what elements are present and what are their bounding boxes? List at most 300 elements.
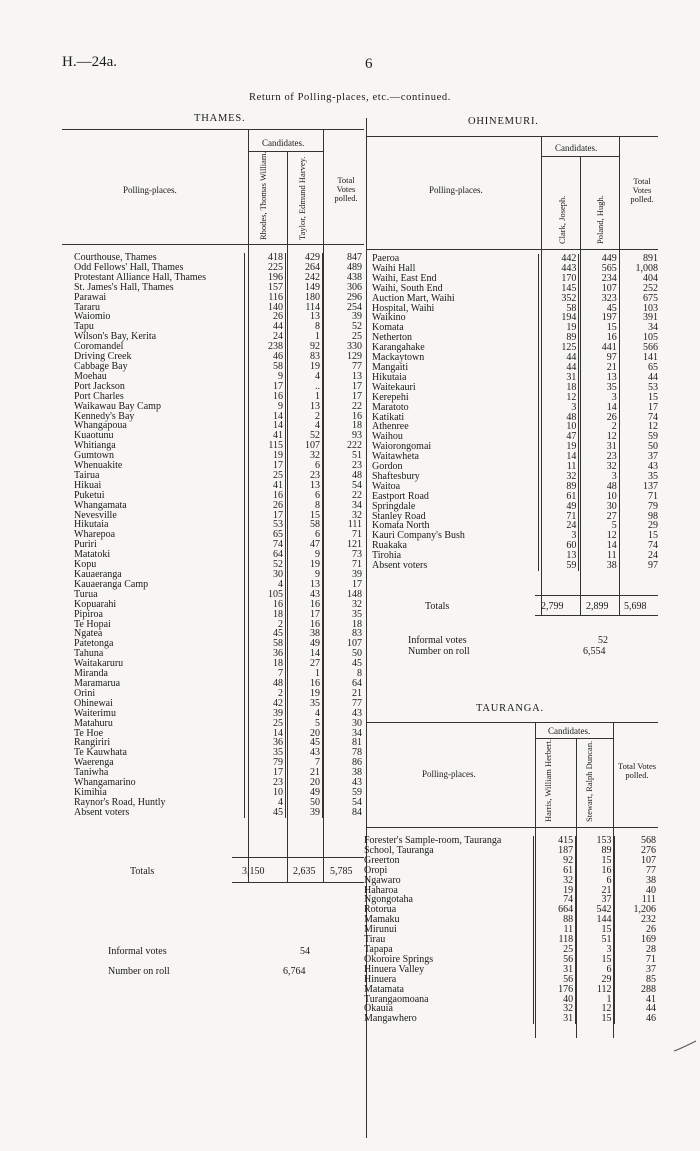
candidate-votes-cell: 15 [286, 511, 323, 521]
polling-place-name: Kuaotunu [74, 430, 114, 442]
polling-place-name: Courthouse, Thames [74, 252, 157, 263]
total-votes-cell: 12 [619, 422, 660, 432]
polling-place-name: Hospital, Waihi [372, 302, 435, 314]
candidate-votes-cell: 41 [245, 481, 286, 491]
table-row [72, 639, 364, 649]
candidate-votes-cell: 19 [286, 362, 323, 372]
total-votes-cell: 24 [619, 551, 660, 561]
candidate-votes-cell: 56 [533, 975, 575, 985]
ohinemuri-candidate-1: Clark, Joseph. [557, 195, 567, 244]
total-votes-cell: 37 [614, 965, 658, 975]
polling-place-name: Cabbage Bay [74, 360, 128, 372]
total-votes-cell: 137 [619, 482, 660, 492]
polling-place-name: Waikawau Bay Camp [74, 400, 161, 412]
candidate-votes-cell: 11 [539, 462, 579, 472]
total-votes-cell: 22 [323, 402, 365, 412]
total-votes-cell: 43 [323, 778, 365, 788]
candidate-votes-cell: 107 [286, 441, 323, 451]
total-votes-cell: 15 [619, 393, 660, 403]
total-votes-cell: 15 [619, 531, 660, 541]
candidate-votes-cell: 44 [539, 353, 579, 363]
polling-place-name: Katikati [372, 411, 405, 423]
total-votes-cell: 25 [323, 332, 365, 342]
thames-title: THAMES. [194, 113, 246, 124]
total-votes-cell: 38 [614, 876, 658, 886]
polling-place-name: Karangahake [372, 342, 425, 354]
candidate-votes-cell: 19 [533, 886, 575, 896]
polling-place-name: Waitekauri [372, 381, 416, 393]
total-votes-cell: 1,206 [614, 905, 658, 915]
candidate-votes-cell: 3 [579, 393, 619, 403]
table-row [72, 511, 364, 521]
polling-place-name: Whitianga [74, 440, 116, 452]
candidate-votes-cell: 4 [245, 580, 286, 590]
polling-place-name: Waitawheta [372, 451, 419, 463]
thames-header-top-rule [62, 129, 364, 130]
candidate-votes-cell: 187 [533, 846, 575, 856]
candidate-votes-cell: 35 [245, 748, 286, 758]
thames-informal-value: 54 [300, 946, 310, 957]
total-votes-cell: 17 [323, 580, 365, 590]
candidate-votes-cell: 92 [533, 856, 575, 866]
candidate-votes-cell: 32 [579, 462, 619, 472]
candidate-votes-cell: 92 [286, 342, 323, 352]
table-row [72, 550, 364, 560]
ohinemuri-header-top-rule [366, 136, 658, 137]
table-row [72, 283, 364, 293]
total-votes-cell: 141 [619, 353, 660, 363]
candidate-votes-cell: 17 [245, 461, 286, 471]
total-votes-cell: 34 [323, 729, 365, 739]
candidate-votes-cell: 47 [286, 540, 323, 550]
polling-place-name: Tirohia [372, 550, 402, 562]
total-votes-cell: 37 [619, 452, 660, 462]
polling-place-name: Absent voters [74, 806, 130, 818]
polling-place-name: Waitakaruru [74, 658, 124, 670]
candidate-votes-cell: 176 [533, 985, 575, 995]
table-row [72, 610, 364, 620]
candidate-votes-cell: 9 [245, 402, 286, 412]
polling-place-name: Waiorongomai [372, 441, 432, 453]
candidate-votes-cell: 12 [576, 1004, 614, 1014]
polling-place-name: Orini [74, 687, 96, 699]
total-votes-cell: 41 [614, 995, 658, 1005]
candidate-votes-cell: 83 [286, 352, 323, 362]
thames-header-bottom-rule [62, 244, 364, 245]
ohinemuri-roll-label: Number on roll [408, 646, 470, 657]
ohinemuri-col-place-header: Polling-places. [429, 185, 483, 195]
tauranga-col-place-header: Polling-places. [422, 769, 476, 779]
total-votes-cell: 103 [619, 304, 660, 314]
total-votes-cell: 35 [619, 472, 660, 482]
total-votes-cell: 35 [323, 610, 365, 620]
polling-place-name: Turangaomoana [364, 993, 429, 1005]
total-votes-cell: 44 [619, 373, 660, 383]
ohinemuri-informal-value: 52 [598, 635, 608, 646]
candidate-votes-cell: 19 [539, 323, 579, 333]
table-row [72, 719, 364, 729]
candidate-votes-cell: 149 [286, 283, 323, 293]
candidate-votes-cell: 13 [539, 551, 579, 561]
candidate-votes-cell: 25 [245, 719, 286, 729]
candidate-votes-cell: 48 [245, 679, 286, 689]
candidate-votes-cell: 5 [286, 719, 323, 729]
table-row [72, 748, 364, 758]
candidate-votes-cell: 45 [579, 304, 619, 314]
candidate-votes-cell: 196 [245, 273, 286, 283]
table-row [72, 471, 364, 481]
table-row [72, 312, 364, 322]
candidate-votes-cell: 153 [576, 836, 614, 846]
candidate-votes-cell: 4 [286, 709, 323, 719]
total-votes-cell: 404 [619, 274, 660, 284]
polling-place-name: Waihi, South End [372, 282, 443, 294]
candidate-votes-cell: 323 [579, 294, 619, 304]
polling-place-name: Mangawhero [364, 1013, 417, 1025]
table-row [72, 600, 364, 610]
total-votes-cell: 18 [323, 421, 365, 431]
candidate-votes-cell: 105 [245, 590, 286, 600]
candidate-votes-cell: 264 [286, 263, 323, 273]
polling-place-name: Tairua [74, 469, 100, 481]
candidate-votes-cell: 15 [576, 856, 614, 866]
total-votes-cell: 50 [619, 442, 660, 452]
candidate-votes-cell: 5 [579, 521, 619, 531]
total-votes-cell: 29 [619, 521, 660, 531]
candidate-votes-cell: 43 [286, 590, 323, 600]
candidate-votes-cell: 46 [245, 352, 286, 362]
candidate-votes-cell: 60 [539, 541, 579, 551]
candidate-votes-cell: 13 [286, 580, 323, 590]
candidate-votes-cell: 23 [579, 452, 619, 462]
total-votes-cell: 296 [323, 293, 365, 303]
candidate-votes-cell: 16 [245, 392, 286, 402]
candidate-votes-cell: 20 [286, 729, 323, 739]
total-votes-cell: 50 [323, 649, 365, 659]
candidate-votes-cell: 170 [539, 274, 579, 284]
candidate-votes-cell: 14 [579, 403, 619, 413]
total-votes-cell: 93 [323, 431, 365, 441]
candidate-votes-cell: 429 [286, 253, 323, 263]
polling-place-name: Wharepoa [74, 529, 116, 541]
candidate-votes-cell: 144 [576, 915, 614, 925]
candidate-votes-cell: 47 [539, 432, 579, 442]
candidate-votes-cell: 26 [245, 312, 286, 322]
candidate-votes-cell: 71 [539, 512, 579, 522]
total-votes-cell: 81 [323, 738, 365, 748]
total-votes-cell: 847 [323, 253, 365, 263]
candidate-votes-cell: 107 [579, 284, 619, 294]
candidate-votes-cell: 15 [576, 1014, 614, 1024]
candidate-votes-cell: 89 [576, 846, 614, 856]
candidate-votes-cell: 2 [245, 689, 286, 699]
candidate-votes-cell: 157 [245, 283, 286, 293]
candidate-votes-cell: 53 [245, 520, 286, 530]
polling-place-name: Haharoa [364, 884, 398, 896]
polling-place-name: Stanley Road [372, 510, 426, 522]
total-votes-cell: 71 [614, 955, 658, 965]
polling-place-name: Puriri [74, 539, 97, 551]
total-votes-cell: 222 [323, 441, 365, 451]
polling-place-name: Matatoki [74, 549, 111, 561]
total-votes-cell: 16 [323, 412, 365, 422]
polling-place-name: Waikino [372, 312, 406, 324]
candidate-votes-cell: 118 [533, 935, 575, 945]
polling-place-name: Moehau [74, 370, 107, 382]
thames-col-place-header: Polling-places. [123, 185, 177, 195]
total-votes-cell: 39 [323, 570, 365, 580]
total-votes-cell: 32 [323, 511, 365, 521]
candidate-votes-cell: 35 [579, 383, 619, 393]
candidate-votes-cell: 45 [286, 738, 323, 748]
tauranga-col-candidates-header: Candidates. [548, 726, 591, 736]
table-row [72, 808, 364, 818]
candidate-votes-cell: 238 [245, 342, 286, 352]
candidate-votes-cell: 59 [539, 561, 579, 571]
polling-place-name: Rotorua [364, 904, 397, 916]
polling-place-name: Patetonga [74, 638, 114, 650]
table-row [370, 561, 660, 571]
candidate-votes-cell: 44 [245, 322, 286, 332]
total-votes-cell: 44 [614, 1004, 658, 1014]
polling-place-name: Te Hopai [74, 618, 111, 630]
candidate-votes-cell: 14 [539, 452, 579, 462]
candidate-votes-cell: 2 [579, 422, 619, 432]
candidate-votes-cell: 27 [579, 512, 619, 522]
polling-place-name: Absent voters [372, 560, 428, 572]
polling-place-name: Tararu [74, 301, 100, 313]
candidate-votes-cell: 19 [245, 451, 286, 461]
total-votes-cell: 74 [619, 413, 660, 423]
polling-place-name: Whangamata [74, 499, 127, 511]
table-row [362, 975, 658, 985]
candidate-votes-cell: 44 [539, 363, 579, 373]
polling-place-name: Ngawaro [364, 874, 401, 886]
tauranga-col-total-header: Total Votes polled. [617, 761, 657, 780]
candidate-votes-cell: 26 [579, 413, 619, 423]
candidate-votes-cell: 6 [286, 491, 323, 501]
candidate-votes-cell: 542 [576, 905, 614, 915]
polling-place-name: Mamaku [364, 914, 400, 926]
total-votes-cell: 54 [323, 481, 365, 491]
candidate-votes-cell: 114 [286, 303, 323, 313]
candidate-votes-cell: 21 [286, 768, 323, 778]
table-row [72, 402, 364, 412]
candidate-votes-cell: 65 [245, 530, 286, 540]
candidate-votes-cell: 42 [245, 699, 286, 709]
total-votes-cell: 73 [323, 550, 365, 560]
table-row [72, 421, 364, 431]
polling-place-name: Auction Mart, Waihi [372, 292, 455, 304]
total-votes-cell: 105 [619, 333, 660, 343]
total-votes-cell: 48 [323, 471, 365, 481]
total-votes-cell: 169 [614, 935, 658, 945]
candidate-votes-cell: 6 [286, 530, 323, 540]
candidate-votes-cell: 30 [245, 570, 286, 580]
polling-place-name: Mackaytown [372, 352, 425, 364]
total-votes-cell: 28 [614, 945, 658, 955]
polling-place-name: Mirunui [364, 924, 397, 936]
polling-place-name: Eastport Road [372, 490, 429, 502]
candidate-votes-cell: 441 [579, 343, 619, 353]
candidate-votes-cell: 37 [576, 895, 614, 905]
total-votes-cell: 129 [323, 352, 365, 362]
ohinemuri-candidate-2: Poland, Hugh. [595, 195, 605, 244]
total-votes-cell: 53 [619, 383, 660, 393]
candidate-votes-cell: 145 [539, 284, 579, 294]
polling-place-name: Greerton [364, 854, 400, 866]
table-row [362, 866, 658, 876]
candidate-votes-cell: 24 [539, 521, 579, 531]
ohinemuri-totals-bottom-rule [535, 615, 658, 616]
candidate-votes-cell: 38 [579, 561, 619, 571]
table-row [72, 709, 364, 719]
total-votes-cell: 18 [323, 620, 365, 630]
total-votes-cell: 254 [323, 303, 365, 313]
total-votes-cell: 71 [619, 492, 660, 502]
thames-roll-value: 6,764 [283, 966, 306, 977]
candidate-votes-cell: 16 [579, 333, 619, 343]
polling-place-name: Kauaeranga [74, 569, 122, 580]
polling-place-name: Taniwha [74, 767, 109, 779]
candidate-votes-cell: 79 [245, 758, 286, 768]
table-row [362, 876, 658, 886]
polling-place-name: Okauia [364, 1003, 393, 1015]
total-votes-cell: 107 [323, 639, 365, 649]
ohinemuri-total-1: 2,799 [541, 601, 564, 612]
table-row [72, 461, 364, 471]
ohinemuri-total-3: 5,698 [624, 601, 647, 612]
candidate-votes-cell: 16 [286, 600, 323, 610]
candidate-votes-cell: 11 [579, 551, 619, 561]
total-votes-cell: 26 [614, 925, 658, 935]
candidate-votes-cell: 26 [245, 501, 286, 511]
table-row [362, 925, 658, 935]
total-votes-cell: 32 [323, 600, 365, 610]
total-votes-cell: 34 [619, 323, 660, 333]
candidate-votes-cell: 9 [286, 570, 323, 580]
candidate-votes-cell: 125 [539, 343, 579, 353]
total-votes-cell: 83 [323, 629, 365, 639]
candidate-votes-cell: 45 [245, 808, 286, 818]
polling-place-name: Kopu [74, 559, 97, 571]
polling-place-name: Miranda [74, 668, 108, 680]
polling-place-name: Kauaeranga Camp [74, 578, 149, 590]
candidate-votes-cell: 17 [245, 382, 286, 392]
candidate-votes-cell: 18 [245, 659, 286, 669]
candidate-votes-cell: 14 [245, 421, 286, 431]
table-row [362, 856, 658, 866]
table-row [72, 659, 364, 669]
candidate-votes-cell: 30 [579, 502, 619, 512]
polling-place-name: Hikuai [74, 479, 102, 491]
candidate-votes-cell: 19 [286, 560, 323, 570]
table-row [72, 629, 364, 639]
candidate-votes-cell: 19 [286, 689, 323, 699]
candidate-votes-cell: 2 [286, 412, 323, 422]
candidate-votes-cell: 51 [576, 935, 614, 945]
candidate-votes-cell: 48 [579, 482, 619, 492]
total-votes-cell: 891 [619, 254, 660, 264]
candidate-votes-cell: 2 [245, 620, 286, 630]
candidate-votes-cell: 116 [245, 293, 286, 303]
candidate-votes-cell: 49 [286, 639, 323, 649]
total-votes-cell: 391 [619, 313, 660, 323]
total-votes-cell: 17 [323, 392, 365, 402]
candidate-votes-cell: 15 [576, 925, 614, 935]
candidate-votes-cell: 31 [533, 965, 575, 975]
polling-place-name: Athenree [372, 421, 409, 433]
total-votes-cell: 97 [619, 561, 660, 571]
candidate-votes-cell: 10 [579, 492, 619, 502]
polling-place-name: Hikutaia [74, 519, 109, 531]
total-votes-cell: 39 [323, 312, 365, 322]
thames-table [72, 253, 364, 818]
thames-total-1: 3,150 [242, 866, 265, 877]
total-votes-cell: 86 [323, 758, 365, 768]
candidate-votes-cell: 25 [245, 471, 286, 481]
candidate-votes-cell: 27 [286, 659, 323, 669]
candidate-votes-cell: 13 [286, 312, 323, 322]
polling-place-name: Pipiroa [74, 608, 103, 620]
candidate-votes-cell: 31 [539, 373, 579, 383]
table-row [370, 403, 660, 413]
polling-place-name: Waihi, East End [372, 272, 437, 284]
candidate-votes-cell: 1 [286, 332, 323, 342]
ohinemuri-informal-label: Informal votes [408, 635, 467, 646]
candidate-votes-cell: 13 [579, 373, 619, 383]
table-row [362, 905, 658, 915]
table-row [72, 778, 364, 788]
polling-place-name: Springdale [372, 500, 416, 512]
ohinemuri-title: OHINEMURI. [468, 116, 539, 127]
thames-informal-label: Informal votes [108, 946, 167, 957]
polling-place-name: Ngatea [74, 628, 103, 640]
candidate-votes-cell: 61 [533, 866, 575, 876]
table-row [72, 620, 364, 630]
polling-place-name: Parawai [74, 291, 107, 303]
total-votes-cell: 121 [323, 540, 365, 550]
total-votes-cell: 71 [323, 560, 365, 570]
candidate-votes-cell: 9 [286, 550, 323, 560]
candidate-votes-cell: 16 [245, 600, 286, 610]
candidate-votes-cell: 16 [286, 679, 323, 689]
total-votes-cell: 330 [323, 342, 365, 352]
total-votes-cell: 77 [614, 866, 658, 876]
candidate-votes-cell: 3 [576, 945, 614, 955]
total-votes-cell: 71 [323, 530, 365, 540]
polling-place-name: Hinuera Valley [364, 963, 425, 975]
page-subtitle: Return of Polling-places, etc.—continued. [249, 92, 451, 103]
candidate-votes-cell: 64 [245, 550, 286, 560]
candidate-votes-cell: 4 [245, 798, 286, 808]
candidate-votes-cell: 14 [245, 729, 286, 739]
candidate-votes-cell: 12 [539, 393, 579, 403]
ohinemuri-table [370, 254, 660, 571]
document-reference: H.—24a. [62, 54, 117, 70]
tauranga-table [362, 836, 658, 1024]
polling-place-name: Whangapoua [74, 420, 127, 432]
total-votes-cell: 21 [323, 689, 365, 699]
candidate-votes-cell: 20 [286, 778, 323, 788]
candidate-votes-cell: 11 [533, 925, 575, 935]
ohinemuri-totals-label: Totals [425, 601, 450, 612]
candidate-votes-cell: 112 [576, 985, 614, 995]
candidate-votes-cell: 58 [245, 639, 286, 649]
candidate-votes-cell: 31 [533, 1014, 575, 1024]
ohinemuri-candidates-rule [541, 156, 619, 157]
polling-place-name: Hikutaia [372, 371, 407, 383]
